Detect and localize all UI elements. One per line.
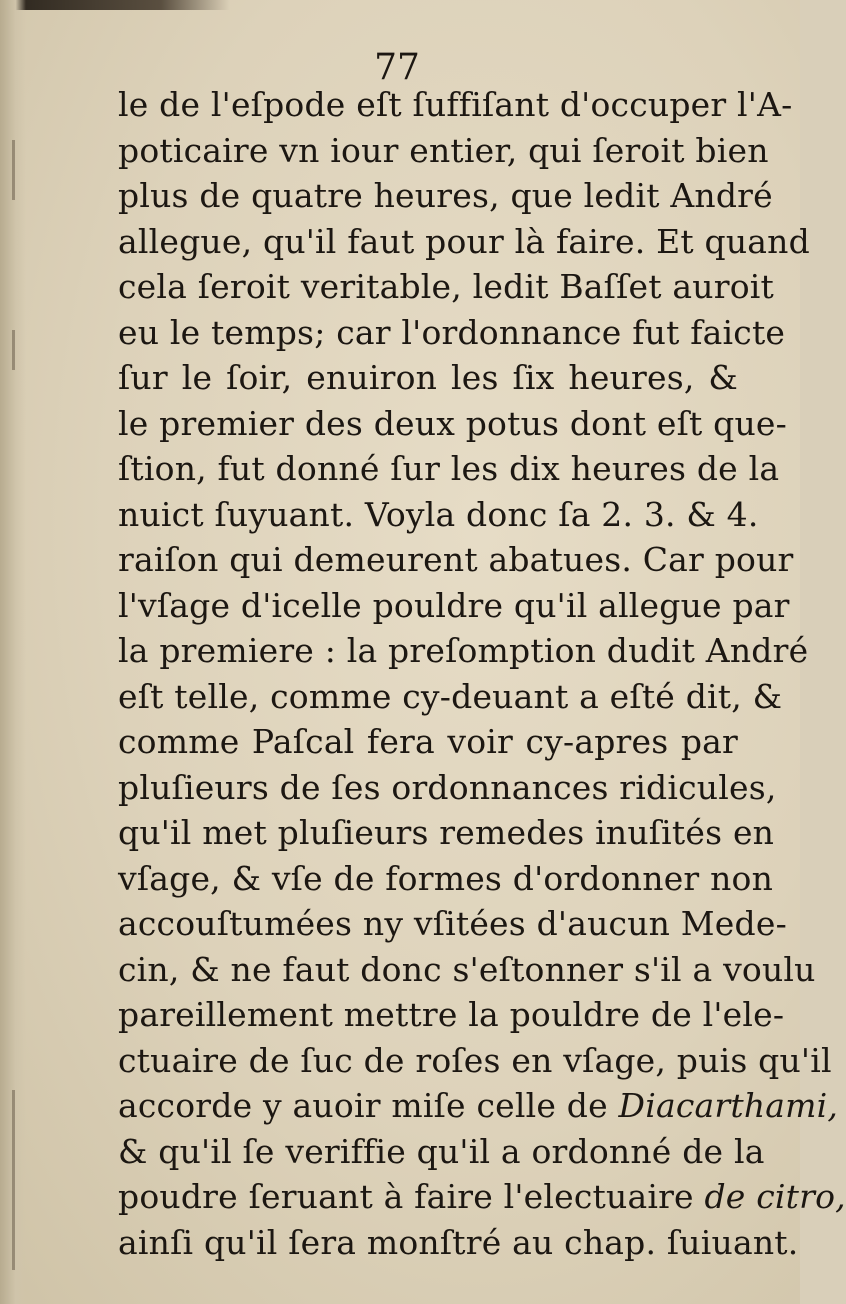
page-top-shadow (0, 0, 230, 10)
text-line (118, 810, 775, 856)
text-line-content: allegue, qu'il faut pour là faire. Et quand (118, 221, 810, 261)
text-line-content: accorde y auoir miſe celle de (118, 1086, 619, 1125)
text-line-content: ainſi qu'il ſera monſtré au chap. ſuiuant. (118, 1222, 799, 1262)
text-line (118, 492, 759, 538)
body-text (118, 82, 846, 1265)
text-line-content: l'vſage d'icelle pouldre qu'il allegue par (118, 585, 790, 625)
binding-thread-mark (12, 330, 15, 370)
text-line (118, 628, 809, 674)
text-line-content: le de l'eſpode eſt ſuffiſant d'occuper l'A- (118, 85, 793, 124)
text-line-content: le premier des deux potus dont eſt que- (118, 403, 788, 443)
text-line (118, 674, 783, 720)
text-line-content: ctuaire de ſuc de roſes en vſage, puis qu'il (118, 1040, 832, 1080)
text-line (118, 1220, 799, 1266)
text-line-content: accouſtumées ny vſitées d'aucun Mede- (118, 904, 787, 943)
text-line (118, 1083, 839, 1129)
text-line-content: qu'il met pluſieurs remedes inuſités en (118, 813, 775, 852)
text-line-content: ſur le ſoir, enuiron les ſix heures, & (118, 358, 738, 397)
text-line-content: poudre ſeruant à faire l'electuaire (118, 1177, 705, 1216)
text-line (118, 446, 780, 492)
text-line (118, 1038, 832, 1084)
text-line-content: eſt telle, comme cy-deuant a eſté dit, & (118, 676, 783, 716)
page-number: 77 (374, 47, 420, 88)
binding-gutter (0, 0, 26, 1304)
text-line (118, 82, 793, 128)
binding-thread-mark (12, 140, 15, 200)
text-line-content: pareillement mettre la pouldre de l'ele- (118, 995, 785, 1034)
text-line-content: poticaire vn iour entier, qui ſeroit bien (118, 130, 769, 170)
text-line (118, 355, 738, 401)
text-line-content: & qu'il ſe veriffie qu'il a ordonné de la (118, 1131, 765, 1171)
text-line (118, 264, 774, 310)
text-line-content: eu le temps; car l'ordonnance fut faicte (118, 312, 786, 352)
text-line-content: pluſieurs de ſes ordonnances ridicules, (118, 767, 777, 807)
text-line-content: cin, & ne faut donc s'eſtonner s'il a voulu (118, 949, 816, 989)
text-line (118, 947, 816, 993)
text-line (118, 310, 786, 356)
text-line-content: ſtion, fut donné ſur les dix heures de la (118, 449, 780, 488)
text-line-content: nuict ſuyuant. Voyla donc ſa 2. 3. & 4. (118, 494, 759, 534)
text-line (118, 173, 773, 219)
text-line-content: vſage, & vſe de formes d'ordonner non (118, 858, 774, 898)
text-line-content: plus de quatre heures, que ledit André (118, 176, 773, 215)
italic-term: de citro, (704, 1177, 846, 1216)
text-line (118, 719, 738, 765)
text-line (118, 1129, 765, 1175)
italic-term: Diacarthami, (618, 1086, 839, 1125)
text-line (118, 128, 769, 174)
text-line-content: raiſon qui demeurent abatues. Car pour (118, 540, 794, 579)
text-line-content: cela ſeroit veritable, ledit Baſſet auroit (118, 267, 774, 306)
text-line (118, 583, 790, 629)
binding-thread-mark (12, 1090, 15, 1270)
text-line (118, 992, 785, 1038)
text-line (118, 901, 787, 947)
text-line (118, 1174, 846, 1220)
text-line-content: comme Paſcal fera voir cy-apres par (118, 722, 738, 761)
text-line (118, 765, 777, 811)
text-line (118, 856, 774, 902)
text-line (118, 537, 794, 583)
text-line (118, 401, 788, 447)
text-line (118, 219, 810, 265)
text-line-content: la premiere : la preſomption dudit André (118, 631, 809, 670)
